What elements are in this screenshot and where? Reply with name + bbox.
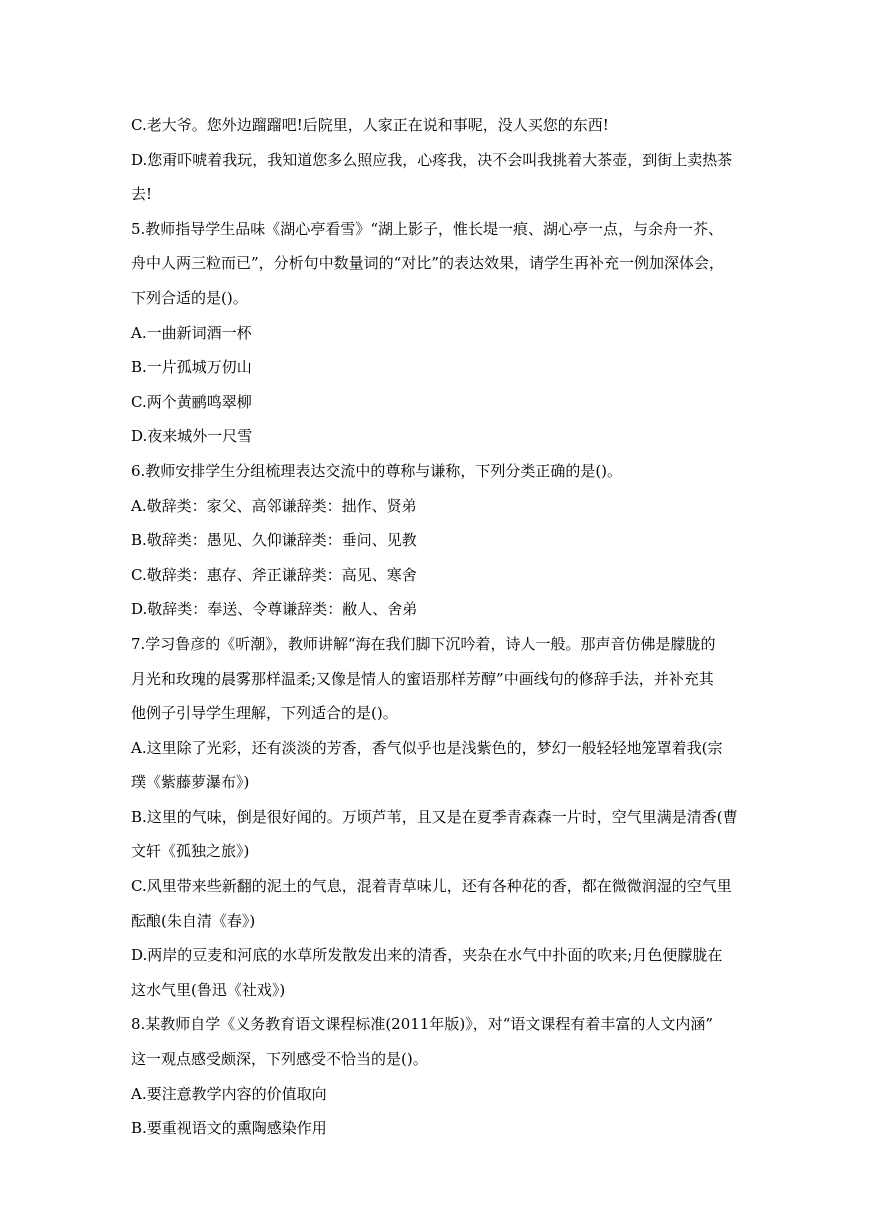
- document-body: [131, 108, 743, 1146]
- option-d: D.敬辞类：奉送、令尊谦辞类：敝人、舍弟: [131, 600, 418, 619]
- text-line: 他例子引导学生理解，下列适合的是()。: [131, 704, 398, 723]
- option-a: A.一曲新词酒一杯: [131, 323, 252, 342]
- question-8-stem: 8.某教师自学《义务教育语文课程标准(2011年版)》，对“语文课程有着丰富的人文内涵”: [131, 1015, 714, 1034]
- option-c: C.敬辞类：惠存、斧正谦辞类：高见、寒舍: [131, 565, 417, 584]
- question-7-stem: 7.学习鲁彦的《听潮》，教师讲解“海在我们脚下沉吟着，诗人一般。那声音仿佛是朦胧的: [131, 634, 716, 653]
- option-d: D.夜来城外一尺雪: [131, 427, 253, 446]
- option-a: A.敬辞类：家父、高邻谦辞类：拙作、贤弟: [131, 496, 417, 515]
- text-line: 舟中人两三粒而已”，分析句中数量词的“对比”的表达效果，请学生再补充一例加深体会，: [131, 254, 725, 273]
- option-a: A.这里除了光彩，还有淡淡的芳香，香气似乎也是浅紫色的，梦幻一般轻轻地笼罩着我(宗: [131, 738, 723, 757]
- option-c: C.两个黄鹂鸣翠柳: [131, 392, 252, 411]
- text-line: C.老大爷。您外边蹓蹓吧!后院里，人家正在说和事呢，没人买您的东西!: [131, 116, 609, 134]
- option-a: A.要注意教学内容的价值取向: [131, 1084, 327, 1103]
- option-b: B.一片孤城万仞山: [131, 358, 252, 377]
- question-6-stem: 6.教师安排学生分组梳理表达交流中的尊称与谦称，下列分类正确的是()。: [131, 461, 623, 480]
- text-line: 去!: [131, 185, 153, 204]
- option-b: B.敬辞类：愚见、久仰谦辞类：垂问、见教: [131, 531, 417, 550]
- text-line: 酝酿(朱自清《春》): [131, 911, 256, 930]
- option-d: D.两岸的豆麦和河底的水草所发散发出来的清香，夹杂在水气中扑面的吹来;月色便朦胧在: [131, 946, 723, 965]
- text-line: 下列合适的是()。: [131, 288, 248, 307]
- text-line: D.您甭吓唬着我玩，我知道您多么照应我，心疼我，决不会叫我挑着大茶壶，到街上卖热茶: [131, 150, 733, 169]
- option-b: B.这里的气味，倒是很好闻的。万顷芦苇，且又是在夏季青森森一片时，空气里满是清香(曹: [131, 807, 738, 826]
- text-line: 璞《紫藤萝瀑布》): [131, 773, 250, 792]
- option-b: B.要重视语文的熏陶感染作用: [131, 1119, 327, 1138]
- text-line: 月光和玫瑰的晨雾那样温柔;又像是情人的蜜语那样芳醇”中画线句的修辞手法，并补充其: [131, 669, 714, 688]
- text-line: 这一观点感受颇深，下列感受不恰当的是()。: [131, 1050, 428, 1069]
- text-line: 这水气里(鲁迅《社戏》): [131, 980, 286, 999]
- question-5-stem: 5.教师指导学生品味《湖心亭看雪》“湖上影子，惟长堤一痕、湖心亭一点，与余舟一芥、: [131, 219, 723, 238]
- option-c: C.风里带来些新翻的泥土的气息，混着青草味儿，还有各种花的香，都在微微润湿的空气里: [131, 877, 732, 896]
- text-line: 文轩《孤独之旅》): [131, 842, 250, 861]
